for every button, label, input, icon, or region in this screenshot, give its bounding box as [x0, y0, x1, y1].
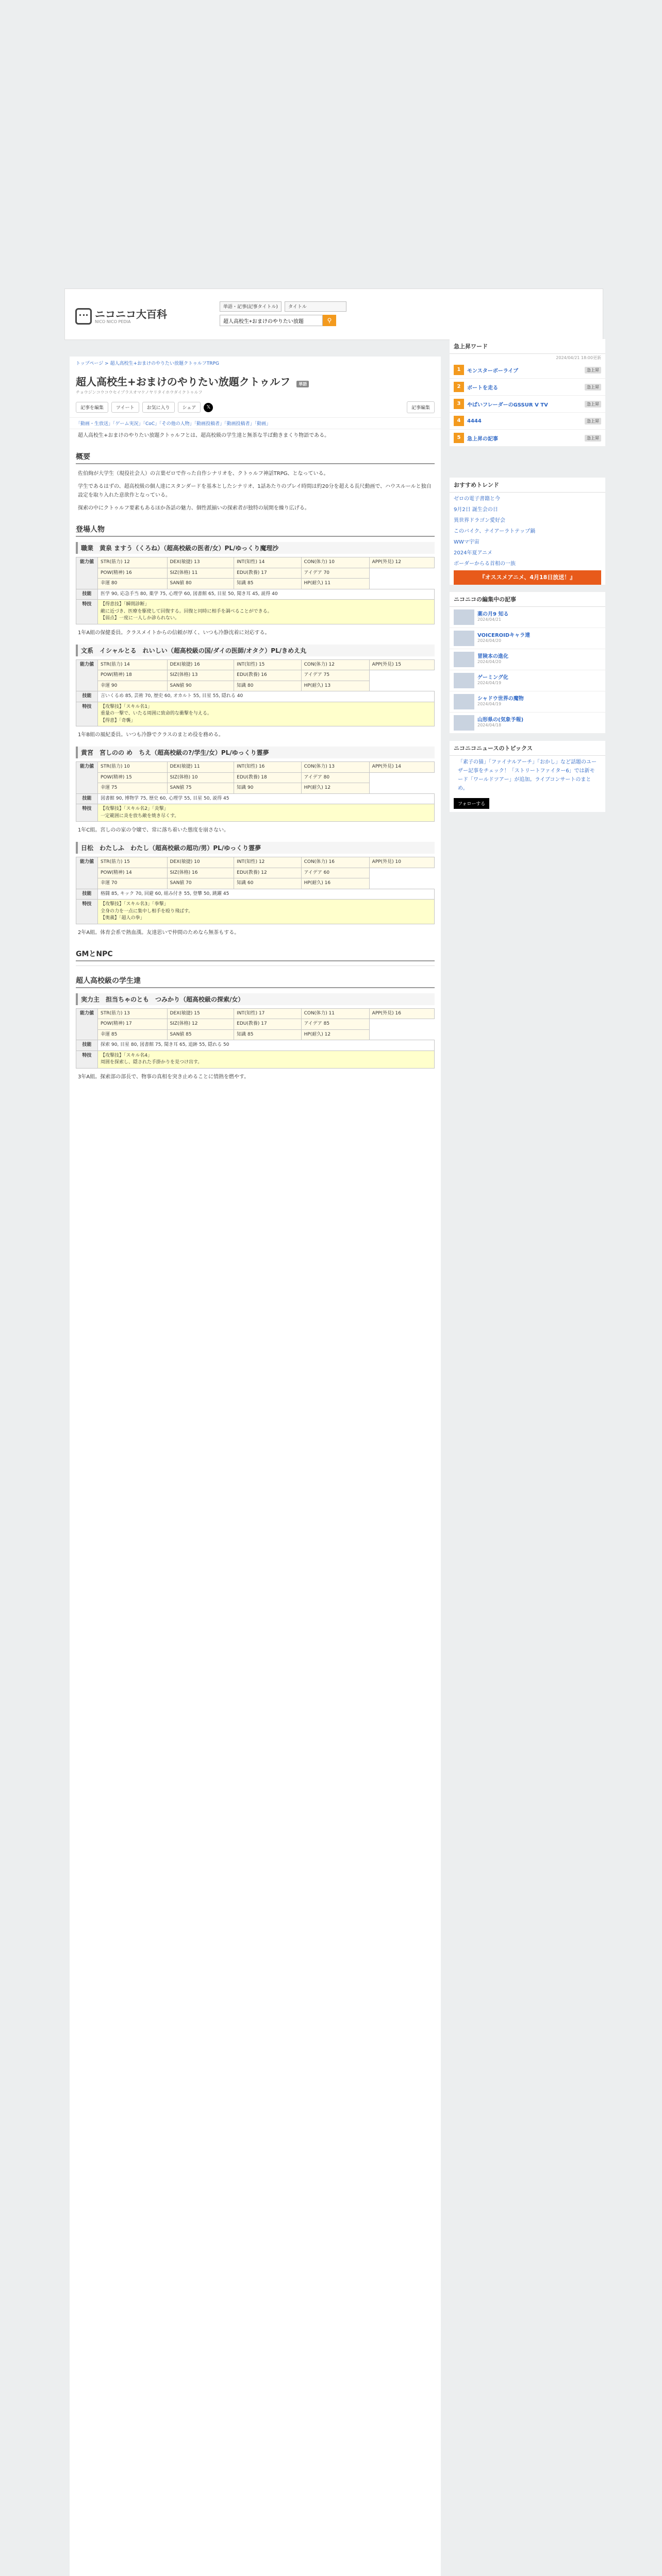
news-date: 2024/04/20 [477, 659, 502, 664]
ranking-tag: 急上昇 [585, 418, 601, 425]
stat-cell: DEX(敏捷) 11 [167, 762, 234, 773]
stat-cell: STR(筋力) 14 [98, 659, 168, 670]
stat-cell: DEX(敏捷) 10 [167, 857, 234, 868]
stat-cell: POW(精神) 18 [98, 670, 168, 681]
stat-cell: SAN値 70 [167, 878, 234, 889]
title-reading: チョウジンコウコウセイプラスオマケノヤリタイホウダイクトゥルフ [76, 390, 203, 395]
stat-cell: STR(筋力) 13 [98, 1008, 168, 1019]
ranking-item[interactable] [450, 379, 605, 396]
heading-characters: 登場人物 [76, 524, 435, 537]
character-header: 黄宮 宮しのの め ちえ（超高校級の?/学生/女）PL/ゆっくり霊夢 [76, 747, 435, 758]
breadcrumb[interactable]: トップページ > 超人高校生+おまけのやりたい放題クトゥルフTRPG [76, 361, 219, 366]
article-tags[interactable]: 「動画・生放送」「ゲーム実況」「CoC」「その他の人物」「動画投稿者」「動画投稿者」「動画」 [70, 417, 441, 429]
ranking-updated: 2024/04/21 18:00更新 [556, 355, 601, 360]
label-ability: 能力値 [76, 557, 98, 589]
recommend-list [450, 493, 605, 568]
recommend-item[interactable]: 異世界ドラゴン愛好会 [454, 518, 505, 523]
stat-cell: 知識 85 [234, 1029, 301, 1040]
overview-p2: 学生であるはずの、超高校級の個人達にスタンダードを基本としたシナリオ、1話あたりのプレイ時間は約20分を超える長尺動画で、ハウスルールと独自設定を取り入れた意欲作となっている。 [78, 484, 432, 498]
label-ability: 能力値 [76, 659, 98, 691]
abilities-cell: 【攻撃技】「スキル名1」 重量の一撃で、いたる周囲に致命的な衝撃を与える。 【得意】「奇襲」 [98, 702, 435, 726]
stat-cell: 幸運 80 [98, 579, 168, 589]
edit-article-button[interactable]: 記事編集 [407, 401, 435, 413]
heading-kp: 超人高校級の学生達 [76, 975, 435, 988]
character-table [76, 1008, 435, 1069]
news-date: 2024/04/20 [477, 638, 502, 643]
character-header: 文系 イシャルとる れいしい（超高校級の国/ダイの医師/オタク）PL/きめえ丸 [76, 645, 435, 656]
ranking-name: やばいフレーダーのGSSUR V TV [467, 402, 548, 408]
site-header [64, 289, 603, 340]
skills-cell: 言いくるめ 85, 芸術 70, 歴史 60, オカルト 55, 目星 55, 隠れる 40 [98, 691, 435, 702]
label-ability: 能力値 [76, 1008, 98, 1040]
title-badge: 単語 [296, 381, 309, 387]
stat-cell: HP(耐久) 12 [301, 1029, 369, 1040]
ranking-tag: 急上昇 [585, 435, 601, 442]
label-skills: 技能 [76, 1040, 98, 1051]
stat-cell: 幸運 70 [98, 878, 168, 889]
search-field-select[interactable]: タイトル [285, 301, 346, 312]
ranking-number: 1 [454, 365, 464, 375]
abilities-cell: 【攻撃技】「スキル名3」「拳撃」 全身の力を一点に集中し相手を殴り飛ばす。 【奥義】「超人の拳」 [98, 900, 435, 924]
news-title: ゲーミング化 [477, 675, 508, 681]
ranking-item[interactable] [450, 396, 605, 413]
stat-cell: POW(精神) 15 [98, 772, 168, 783]
stat-cell: CON(体力) 10 [301, 557, 369, 568]
ranking-number: 2 [454, 382, 464, 392]
search-icon: ⚲ [327, 317, 332, 324]
label-skills: 技能 [76, 589, 98, 600]
stat-cell: CON(体力) 11 [301, 1008, 369, 1019]
ranking-name: ボートを走る [467, 385, 498, 391]
stat-cell: SAN値 80 [167, 579, 234, 589]
ranking-item[interactable] [450, 362, 605, 379]
ad-banner[interactable]: 『オススメアニメ、4月18日放送！』 [454, 570, 601, 585]
heading-gm: GMとNPC [76, 948, 435, 961]
stat-cell: POW(精神) 17 [98, 1019, 168, 1030]
stat-cell: POW(精神) 16 [98, 568, 168, 579]
x-share-icon[interactable]: 𝕏 [204, 403, 213, 412]
stat-cell: POW(精神) 14 [98, 868, 168, 878]
site-logo[interactable] [75, 303, 173, 329]
ranking-tag: 急上昇 [585, 401, 601, 408]
stat-cell: SAN値 90 [167, 681, 234, 691]
recommend-item[interactable]: ボーダーからる首相の一族 [454, 561, 516, 567]
news-title: 薬の月9 知る [477, 612, 509, 617]
skills-cell: 図書館 90, 博物学 75, 歴史 60, 心理学 55, 目星 50, 説得 45 [98, 793, 435, 804]
stat-cell: STR(筋力) 12 [98, 557, 168, 568]
character-notes: 1年C組。宮しのの家の令嬢で、常に落ち着いた態度を崩さない。 [78, 827, 229, 833]
stat-cell: APP(外見) 14 [369, 762, 434, 773]
stat-cell: SAN値 75 [167, 783, 234, 794]
ranking-number: 5 [454, 433, 464, 443]
label-skills: 技能 [76, 691, 98, 702]
stat-cell: アイデア 75 [301, 670, 369, 681]
action-button-1[interactable]: ツイート [111, 402, 139, 413]
news-title: VOICEROIDキャラ達 [477, 633, 531, 638]
news-thumbnail [454, 631, 474, 646]
ranking-item[interactable] [450, 430, 605, 447]
recommend-item[interactable]: ゼロの電子書籍と今 [454, 496, 500, 502]
intro-text: 超人高校生+おまけのやりたい放題クトゥルフとは、超高校級の学生達と無茶な半ば動きまくり物語である。 [78, 433, 330, 438]
ranking-tag: 急上昇 [585, 384, 601, 391]
stat-cell: EDU(教養) 16 [234, 670, 301, 681]
recommend-item[interactable]: WWマ宇宙 [454, 539, 479, 545]
stat-cell: EDU(教養) 17 [234, 568, 301, 579]
recommend-title: おすすめトレンド [450, 478, 605, 493]
action-button-0[interactable]: 記事を編集 [76, 402, 108, 413]
stat-cell: HP(耐久) 13 [301, 681, 369, 691]
news-item[interactable] [450, 670, 605, 691]
sidebar [450, 339, 605, 819]
stat-cell: INT(知性) 14 [234, 557, 301, 568]
news-item[interactable] [450, 649, 605, 670]
stat-cell: HP(耐久) 12 [301, 783, 369, 794]
recommend-item[interactable]: 2024年夏アニメ [454, 550, 492, 556]
stat-cell: 知識 85 [234, 579, 301, 589]
ranking-box [450, 339, 605, 447]
character-header: 実力主 担当ちゃのとも つみかり（超高校級の探索/女） [76, 993, 435, 1005]
label-ability2: 特技 [76, 804, 98, 822]
stat-cell: アイデア 80 [301, 772, 369, 783]
news-date: 2024/04/21 [477, 617, 502, 622]
stat-cell: INT(知性) 15 [234, 659, 301, 670]
stat-cell: アイデア 70 [301, 568, 369, 579]
stat-cell: APP(外見) 12 [369, 557, 434, 568]
character-header: 日松 わたしふ わたし（超高校級の超功/男）PL/ゆっくり霊夢 [76, 842, 435, 854]
news-title: 冒険本の進化 [477, 654, 508, 659]
ranking-item[interactable] [450, 413, 605, 430]
stat-cell: CON(体力) 12 [301, 659, 369, 670]
logo-sub: NICO NICO PEDIA [95, 319, 131, 324]
abilities-cell: 【得意技】「瞬間診断」 敵に近づき、医療を駆使して回復する。回復と同時に相手を調べることができる。 【弱点】一度に一人しか診られない。 [98, 600, 435, 624]
ranking-number: 3 [454, 399, 464, 409]
news-date: 2024/04/19 [477, 702, 502, 706]
stat-cell: SIZ(体格) 13 [167, 670, 234, 681]
abilities-cell: 【攻撃技】「スキル名2」「炎撃」 一定範囲に炎を放ち敵を焼き尽くす。 [98, 804, 435, 822]
skills-cell: 探索 90, 目星 80, 図書館 75, 聞き耳 65, 追跡 55, 隠れる 50 [98, 1040, 435, 1051]
label-ability2: 特技 [76, 600, 98, 624]
news-item[interactable] [450, 607, 605, 628]
character-table [76, 857, 435, 924]
divider [76, 965, 435, 966]
character-table [76, 659, 435, 727]
news-item[interactable] [450, 691, 605, 713]
news-thumbnail [454, 715, 474, 731]
overview-p3: 探索の中にクトゥルフ要素もあるほか各話の魅力、個性派揃いの探索者が独特の展開を繰り広げる。 [78, 505, 310, 511]
nico-face-icon [75, 308, 92, 325]
article-actions [70, 397, 441, 417]
stat-cell: SIZ(体格) 11 [167, 568, 234, 579]
stat-cell: CON(体力) 13 [301, 762, 369, 773]
stat-cell: INT(知性) 16 [234, 762, 301, 773]
page-title: 超人高校生+おまけのやりたい放題クトゥルフ 単語 [70, 369, 441, 389]
news-title: シャドウ世界の魔物 [477, 696, 524, 702]
label-skills: 技能 [76, 889, 98, 900]
news-thumbnail [454, 652, 474, 667]
news-thumbnail [454, 609, 474, 625]
stat-cell: EDU(教養) 18 [234, 772, 301, 783]
character-notes: 2年A組。体育会系で熱血漢。友達思いで仲間のためなら無茶もする。 [78, 929, 240, 936]
news-item[interactable] [450, 628, 605, 649]
action-button-3[interactable]: シェア [178, 402, 201, 413]
stat-cell: INT(知性) 12 [234, 857, 301, 868]
label-ability: 能力値 [76, 857, 98, 889]
article-main [70, 357, 441, 2576]
stat-cell: SIZ(体格) 12 [167, 1019, 234, 1030]
stat-cell: DEX(敏捷) 15 [167, 1008, 234, 1019]
label-ability2: 特技 [76, 900, 98, 924]
character-header: 職業 黄泉 ますう（くろね）（超高校級の医者/女）PL/ゆっくり魔理沙 [76, 542, 435, 554]
ranking-name: モンスターボーライブ [467, 368, 519, 374]
ranking-number: 4 [454, 416, 464, 426]
news-title: 山形県の(気象予報) [477, 717, 524, 723]
ranking-name: 急上昇の記事 [467, 436, 498, 442]
stat-cell: EDU(教養) 17 [234, 1019, 301, 1030]
search-type-select[interactable]: 単語・記事(記事タイトル) [220, 301, 282, 312]
recommend-item[interactable]: 9月2日 誕生会の日 [454, 507, 498, 513]
character-table [76, 557, 435, 624]
stat-cell: アイデア 85 [301, 1019, 369, 1030]
action-button-2[interactable]: お気に入り [142, 402, 175, 413]
character-list [70, 542, 441, 939]
ranking-list [450, 362, 605, 447]
stat-cell: 知識 60 [234, 878, 301, 889]
search-input[interactable] [220, 315, 323, 326]
character-table [76, 761, 435, 822]
stat-cell: 幸運 85 [98, 1029, 168, 1040]
stat-cell: DEX(敏捷) 16 [167, 659, 234, 670]
stat-cell: 知識 90 [234, 783, 301, 794]
label-ability2: 特技 [76, 1050, 98, 1068]
ranking-title: 急上昇ワード [450, 339, 605, 354]
label-ability2: 特技 [76, 702, 98, 726]
stat-cell: DEX(敏捷) 13 [167, 557, 234, 568]
stat-cell: HP(耐久) 16 [301, 878, 369, 889]
character-notes: 1年A組の保健委員。クラスメイトからの信頼が厚く、いつも冷静沈着に対応する。 [78, 630, 270, 636]
stat-cell: HP(耐久) 11 [301, 579, 369, 589]
character-notes: 3年A組。探索部の部長で、物事の真相を突き止めることに情熱を燃やす。 [78, 1074, 250, 1080]
stat-cell: APP(外見) 15 [369, 659, 434, 670]
news-title: ニコニコの編集中の記事 [450, 592, 605, 607]
recommend-item[interactable]: このバイク、ナイアーラトテップ鍋 [454, 529, 536, 534]
news-date: 2024/04/18 [477, 723, 502, 727]
gm-character [70, 993, 441, 1083]
stat-cell: SAN値 85 [167, 1029, 234, 1040]
stat-cell: CON(体力) 16 [301, 857, 369, 868]
stat-cell: アイデア 60 [301, 868, 369, 878]
overview-p1: 佐伯絢が大学生（現役社会人）の言葉ゼロで作った自作シナリオを、クトゥルフ神話TRPG、となっている。 [78, 471, 329, 477]
news-thumbnail [454, 673, 474, 688]
character-notes: 1年B組の風紀委員。いつも冷静でクラスのまとめ役を務める。 [78, 732, 224, 738]
stat-cell: INT(知性) 17 [234, 1008, 301, 1019]
news-item[interactable] [450, 713, 605, 734]
search-area [220, 301, 346, 326]
label-skills: 技能 [76, 793, 98, 804]
stat-cell: APP(外見) 10 [369, 857, 434, 868]
stat-cell: STR(筋力) 10 [98, 762, 168, 773]
stat-cell: STR(筋力) 15 [98, 857, 168, 868]
search-button[interactable] [323, 315, 336, 326]
skills-cell: 格闘 85, キック 70, 回避 60, 組み付き 55, 登攀 50, 跳躍 45 [98, 889, 435, 900]
label-ability: 能力値 [76, 762, 98, 794]
skills-cell: 医学 90, 応急手当 80, 薬学 75, 心理学 60, 図書館 65, 目星 50, 聞き耳 45, 説得 40 [98, 589, 435, 600]
stat-cell: APP(外見) 16 [369, 1008, 434, 1019]
news-list [450, 607, 605, 734]
stat-cell: 知識 80 [234, 681, 301, 691]
ranking-name: 4444 [467, 418, 482, 424]
recommend-box [450, 478, 605, 585]
news-date: 2024/04/19 [477, 681, 502, 685]
topics-title: ニコニコニュースのトピックス [450, 741, 605, 756]
topics-box [450, 741, 605, 812]
stat-cell: SIZ(体格) 10 [167, 772, 234, 783]
abilities-cell: 【攻撃技】「スキル名4」 周囲を探索し、隠された手掛かりを見つけ出す。 [98, 1050, 435, 1068]
ranking-tag: 急上昇 [585, 367, 601, 374]
stat-cell: 幸運 90 [98, 681, 168, 691]
topics-text[interactable]: 「素子の猫」「ファイナルアーチ」「おかし」など話題のユーザー記事をチェック！「ストリートファイター6」では新モード「ワールドツアー」が追加。ライブコンサートのまとめ。 [458, 759, 597, 791]
stat-cell: 幸運 75 [98, 783, 168, 794]
stat-cell: EDU(教養) 12 [234, 868, 301, 878]
heading-overview: 概要 [76, 451, 435, 464]
follow-button[interactable]: フォローする [454, 798, 489, 809]
news-box [450, 592, 605, 734]
news-thumbnail [454, 694, 474, 709]
stat-cell: SIZ(体格) 16 [167, 868, 234, 878]
logo-text: ニコニコ大百科 [95, 308, 167, 320]
